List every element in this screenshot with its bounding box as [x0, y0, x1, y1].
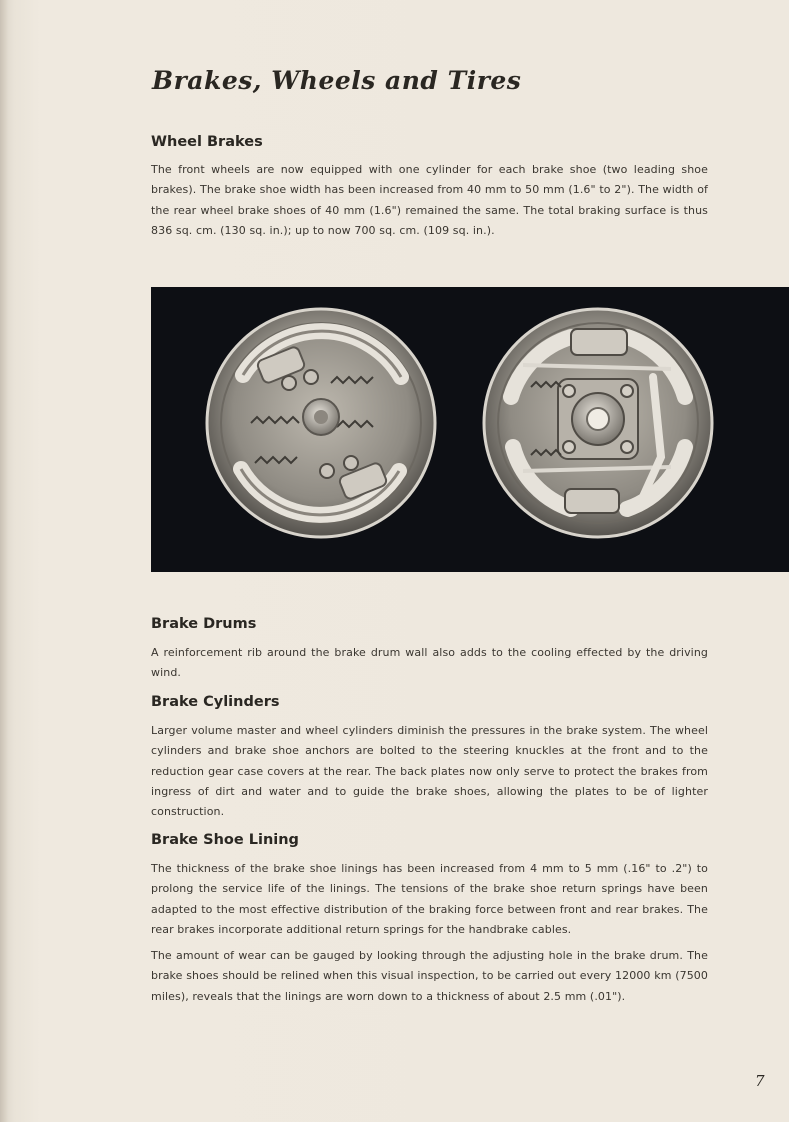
page-title: Brakes, Wheels and Tires [152, 66, 522, 95]
page-spine [0, 0, 8, 1122]
paragraph-brake-drums: A reinforcement rib around the brake drum wall also adds to the cooling effected by the driving wind. [151, 646, 708, 680]
page-number: 7 [755, 1072, 765, 1090]
paragraph-brake-cylinders: Larger volume master and wheel cylinders diminish the pressures in the brake system. The wheel cylinders and brake shoe anchors are bolted to the steering knuckles at the front and to the reduction gear case covers at the rear. The back plates now only serve to protect the brakes from ingress of dirt and water and to guide the brake shoes, allowing the plates to be of lighter construction. [151, 724, 708, 819]
brake-assemblies-illustration [151, 287, 789, 572]
heading-brake-shoe-lining: Brake Shoe Lining [151, 832, 299, 848]
rear-brake-drawing [484, 309, 712, 537]
front-brake-drawing [207, 309, 435, 537]
paragraph-brake-shoe-lining-1: The thickness of the brake shoe linings has been increased from 4 mm to 5 mm (.16" to .2") to prolong the service life of the linings. The tensions of the brake shoe return springs have been adapted to the most effective distribution of the braking force between front and rear brakes. The rear brakes incorporate additional return springs for the handbrake cables. [151, 862, 708, 936]
heading-wheel-brakes: Wheel Brakes [151, 134, 263, 150]
paragraph-brake-shoe-lining-2: The amount of wear can be gauged by looking through the adjusting hole in the brake drum. The brake shoes should be relined when this visual inspection, to be carried out every 12000 km (7500 miles), reveals that the linings are worn down to a thickness of about 2.5 mm (.01"). [151, 949, 708, 1003]
heading-brake-drums: Brake Drums [151, 616, 257, 632]
brake-assemblies-photo [151, 287, 789, 572]
paragraph-wheel-brakes: The front wheels are now equipped with one cylinder for each brake shoe (two leading shoe brakes). The brake shoe width has been increased from 40 mm to 50 mm (1.6" to 2"). The width of the rear wheel brake shoes of 40 mm (1.6") remained the same. The total braking surface is thus 836 sq. cm. (130 sq. in.); up to now 700 sq. cm. (109 sq. in.). [151, 163, 708, 237]
heading-brake-cylinders: Brake Cylinders [151, 694, 280, 710]
